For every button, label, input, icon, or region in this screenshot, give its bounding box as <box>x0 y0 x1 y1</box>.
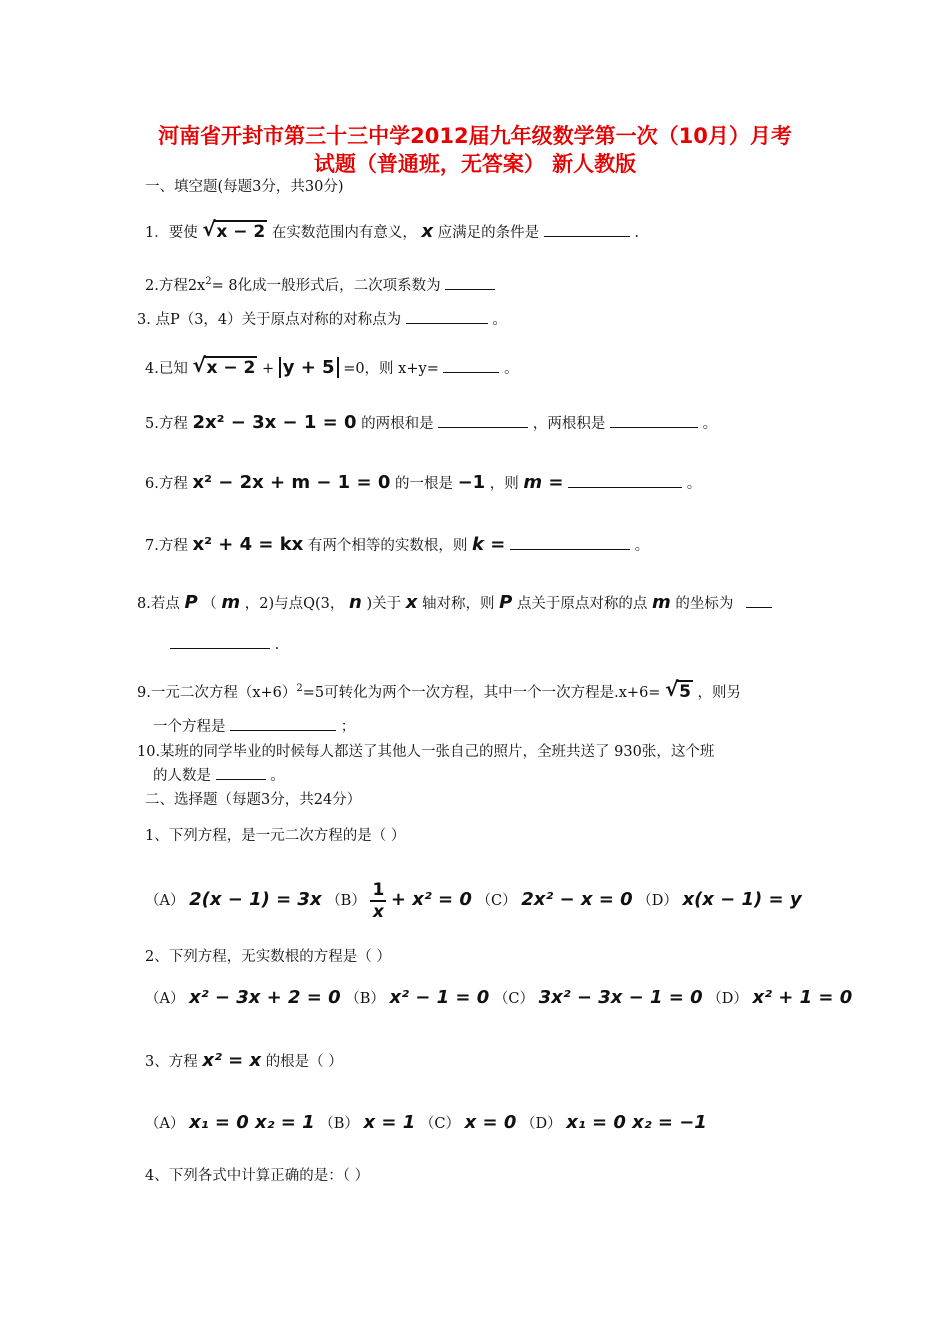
choice-1-options <box>145 880 802 922</box>
c3-text-a: 3、方程 <box>145 1054 198 1070</box>
q8-text-d: )关于 <box>366 596 402 612</box>
c3-option-c-label[interactable]: （C） <box>419 1116 460 1132</box>
q7-equation: x² + 4 = kx <box>192 534 304 555</box>
q9-text-d: 一个方程是 <box>153 719 226 735</box>
q7-text-b: 有两个相等的实数根，则 <box>307 538 468 554</box>
q7-text-c: 。 <box>634 538 650 554</box>
c2-option-d-label[interactable]: （D） <box>707 991 748 1007</box>
c2-option-b-eq: x² − 1 = 0 <box>389 987 490 1008</box>
question-3 <box>137 309 507 331</box>
q1-var-x: x <box>421 221 434 242</box>
c1-option-c-label[interactable]: （C） <box>476 893 517 909</box>
q2-sup: 2 <box>205 276 212 287</box>
question-10 <box>137 741 714 763</box>
q2-text-b: = 8化成一般形式后，二次项系数为 <box>211 277 441 294</box>
c3-option-b-label[interactable]: （B） <box>319 1116 359 1132</box>
q8-m2: m <box>652 592 671 613</box>
q8-p: P <box>184 592 198 613</box>
c1-option-c-eq: 2x² − x = 0 <box>521 889 633 910</box>
question-9-cont <box>153 716 355 738</box>
c1-option-b-frac: $\frac{1}{x}$ <box>372 880 385 922</box>
q3-answer-blank[interactable] <box>406 309 488 324</box>
q10-text-a: 10.某班的同学毕业的时候每人都送了其他人一张自己的照片，全班共送了 930张，这个班 <box>137 744 715 760</box>
c3-text-b: 的根是（ ） <box>265 1054 343 1070</box>
q4-sqrt: √ x − 2 <box>192 353 256 378</box>
exam-title-line2: 试题（普通班，无答案） 新人教版 <box>313 152 637 176</box>
question-4 <box>145 353 519 380</box>
question-6 <box>145 472 701 495</box>
c3-option-d-label[interactable]: （D） <box>520 1116 562 1132</box>
choice-2-options <box>145 987 852 1010</box>
q7-text-a: 7.方程 <box>145 538 188 554</box>
q8-n: n <box>349 592 362 613</box>
q6-text-d: 。 <box>686 476 702 492</box>
q4-text-b: =0，则 x+y= <box>343 361 439 377</box>
q4-text-a: 4.已知 <box>145 361 188 377</box>
c3-equation: x² = x <box>202 1050 262 1071</box>
q4-answer-blank[interactable] <box>443 358 499 373</box>
q9-text-b: =5可转化为两个一次方程，其中一个一次方程是.x+6= <box>302 684 661 701</box>
q4-plus: + <box>261 361 275 377</box>
q5-equation: 2x² − 3x − 1 = 0 <box>192 412 357 433</box>
choice-2-stem: 2、下列方程，无实数根的方程是（ ） <box>145 949 391 965</box>
c1-option-b-label[interactable]: （B） <box>326 893 366 909</box>
q9-sqrt: √ 5 <box>665 676 691 702</box>
q8-text-h: . <box>274 637 280 653</box>
q9-answer-blank[interactable] <box>230 716 336 731</box>
q6-root: −1 <box>457 472 486 493</box>
q5-text-d: 。 <box>702 416 718 432</box>
q5-text-b: 的两根和是 <box>361 416 434 432</box>
question-5 <box>145 412 717 435</box>
c1-option-a-label[interactable]: （A） <box>145 893 185 909</box>
q8-answer-blank-b[interactable] <box>170 634 270 649</box>
section2-heading: 二、选择题（每题3分，共24分） <box>145 792 362 808</box>
q1-text-d: . <box>634 225 639 241</box>
exam-title-line1: 河南省开封市第三十三中学2012届九年级数学第一次（10月）月考 <box>158 124 792 148</box>
q8-text-e: 轴对称，则 <box>421 596 495 612</box>
q1-sqrt: √ x − 2 <box>202 217 266 242</box>
q9-sup: 2 <box>296 683 303 694</box>
q2-answer-blank[interactable] <box>445 275 495 290</box>
q9-text-e: ； <box>340 719 356 735</box>
q6-text-b: 的一根是 <box>394 476 453 492</box>
q7-k: k = <box>472 534 506 555</box>
q1-text-b: 在实数范围内有意义， <box>271 225 417 241</box>
c1-option-b-eq: + x² = 0 <box>390 889 472 910</box>
q9-text-a: 9.一元二次方程（x+6） <box>137 684 297 701</box>
q4-text-c: 。 <box>504 361 519 377</box>
c3-option-a-label[interactable]: （A） <box>145 1116 185 1132</box>
c2-option-b-label[interactable]: （B） <box>345 991 385 1007</box>
q8-p2: P <box>499 592 513 613</box>
c2-option-d-eq: x² + 1 = 0 <box>752 987 853 1008</box>
section1-heading: 一、填空题(每题3分，共30分) <box>145 179 344 195</box>
q8-text-a: 8.若点 <box>137 596 180 612</box>
q5-text-a: 5.方程 <box>145 416 188 432</box>
q5-product-blank[interactable] <box>610 413 698 428</box>
c3-option-a-eq: x₁ = 0 x₂ = 1 <box>189 1112 315 1133</box>
question-1 <box>145 217 639 244</box>
q6-answer-blank[interactable] <box>568 473 682 488</box>
q6-m: m = <box>523 472 564 493</box>
q6-equation: x² − 2x + m − 1 = 0 <box>192 472 391 493</box>
q8-x: x <box>405 592 418 613</box>
c2-option-c-label[interactable]: （C） <box>493 991 534 1007</box>
question-9 <box>137 678 741 704</box>
choice-3-options <box>145 1112 707 1135</box>
question-8-cont <box>170 634 279 656</box>
c3-option-c-eq: x = 0 <box>464 1112 517 1133</box>
c2-option-a-eq: x² − 3x + 2 = 0 <box>189 987 341 1008</box>
q8-text-g: 的坐标为 <box>675 596 734 612</box>
q8-text-c: ，2)与点Q(3， <box>244 596 345 612</box>
c3-option-b-eq: x = 1 <box>363 1112 416 1133</box>
q1-text-c: 应满足的条件是 <box>437 225 540 241</box>
question-7 <box>145 534 649 557</box>
c1-option-d-label[interactable]: （D） <box>637 893 678 909</box>
question-10-cont <box>153 765 285 787</box>
q10-answer-blank[interactable] <box>216 765 266 780</box>
question-2 <box>145 271 495 297</box>
question-8 <box>137 592 772 615</box>
q6-text-a: 6.方程 <box>145 476 188 492</box>
c1-option-a-eq: 2(x − 1) = 3x <box>189 889 322 910</box>
c2-option-a-label[interactable]: （A） <box>145 991 185 1007</box>
q8-text-f: 点关于原点对称的点 <box>516 596 648 612</box>
q7-answer-blank[interactable] <box>510 535 630 550</box>
c2-option-c-eq: 3x² − 3x − 1 = 0 <box>538 987 703 1008</box>
q5-sum-blank[interactable] <box>438 413 528 428</box>
c1-option-d-eq: x(x − 1) = y <box>682 889 802 910</box>
q10-text-c: 。 <box>270 768 285 784</box>
q8-answer-blank-a[interactable] <box>746 593 772 608</box>
q10-text-b: 的人数是 <box>153 768 211 784</box>
q1-text-a: 1．要使 <box>145 225 198 241</box>
q8-text-b: （ <box>202 596 217 612</box>
q8-m: m <box>221 592 241 613</box>
q9-text-c: ，则另 <box>697 684 742 701</box>
q6-text-c: ，则 <box>489 476 519 492</box>
q3-text-a: 3. 点P（3，4）关于原点对称的对称点为 <box>137 312 402 328</box>
choice-4-stem: 4、下列各式中计算正确的是：（ ） <box>145 1168 370 1184</box>
choice-1-stem: 1、下列方程，是一元二次方程的是（ ） <box>145 828 406 844</box>
q1-answer-blank[interactable] <box>544 222 630 237</box>
q5-text-c: ，两根积是 <box>532 416 606 432</box>
q3-text-b: 。 <box>492 312 507 328</box>
c3-option-d-eq: x₁ = 0 x₂ = −1 <box>566 1112 707 1133</box>
q2-text-a: 2.方程2x <box>145 277 206 294</box>
q4-abs: y + 5 <box>279 357 339 378</box>
choice-3-stem <box>145 1050 343 1073</box>
